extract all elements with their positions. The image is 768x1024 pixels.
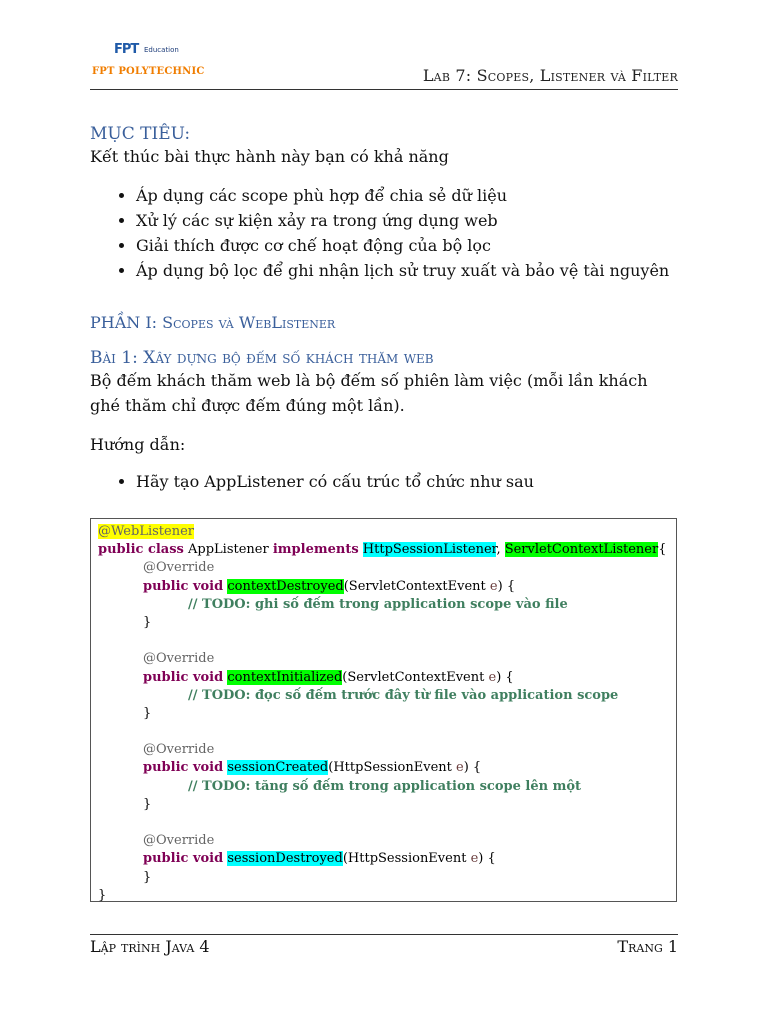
code-comment: // TODO: tăng số đếm trong application scope lên một (188, 778, 582, 794)
code-keyword: public void (143, 851, 224, 867)
code-interface: ServletContextListener (504, 542, 659, 558)
code-comment: // TODO: ghi số đếm trong application scope vào file (188, 596, 568, 612)
logo-mark: FPT (114, 42, 139, 57)
code-keyword: public class (98, 542, 184, 558)
code-param: e (489, 578, 498, 594)
code-class-name: AppListener (188, 542, 269, 558)
list-item: • Xử lý các sự kiện xảy ra trong ứng dụng web (136, 208, 680, 233)
code-param: e (470, 851, 479, 867)
code-comment: // TODO: đọc số đếm trước đây từ file vào application scope (188, 687, 619, 703)
logo-education-text: Education (144, 46, 179, 54)
code-method: contextDestroyed (227, 578, 344, 594)
list-item: • Áp dụng các scope phù hợp để chia sẻ dữ liệu (136, 183, 680, 208)
logo-polytechnic-text: FPT POLYTECHNIC (92, 66, 205, 77)
objectives-list (90, 183, 680, 283)
code-annotation: @Override (143, 560, 215, 576)
code-keyword: public void (143, 578, 224, 594)
code-keyword: public void (143, 669, 224, 685)
header-divider (90, 89, 678, 90)
code-param-type: HttpSessionEvent (333, 760, 452, 776)
objectives-intro: Kết thúc bài thực hành này bạn có khả năng (90, 147, 449, 166)
footer-course: Lập trình Java 4 (90, 937, 210, 956)
list-item: • Giải thích được cơ chế hoạt động của bộ lọc (136, 233, 680, 258)
code-param: e (456, 760, 464, 776)
code-param: e (488, 669, 497, 685)
objectives-heading: MỤC TIÊU: (90, 124, 191, 144)
code-annotation: @WebListener (98, 524, 194, 539)
footer-divider (90, 934, 678, 935)
guide-list (90, 469, 680, 494)
fpt-logo (86, 40, 206, 80)
code-annotation: @Override (143, 833, 215, 849)
main-content (90, 124, 680, 494)
code-param-type: ServletContextEvent (348, 578, 486, 594)
exercise-description: Bộ đếm khách thăm web là bộ đếm số phiên làm việc (mỗi lần khách ghé thăm chỉ được đếm đúng một lần). (90, 371, 648, 415)
code-method: sessionCreated (227, 760, 329, 776)
header-title: Lab 7: Scopes, Listener và Filter (422, 66, 678, 85)
code-interface: HttpSessionListener (362, 542, 497, 558)
part-title: PHẦN I: Scopes và WebListener (90, 313, 336, 332)
list-item: • Áp dụng bộ lọc để ghi nhận lịch sử truy xuất và bảo vệ tài nguyên (136, 258, 680, 283)
code-method: sessionDestroyed (227, 851, 343, 867)
code-annotation: @Override (143, 742, 215, 758)
footer-page-number: Trang 1 (617, 937, 678, 956)
code-keyword: public void (143, 760, 224, 776)
list-item: • Hãy tạo AppListener có cấu trúc tổ chức như sau (136, 469, 680, 494)
code-keyword: implements (272, 542, 359, 558)
code-annotation: @Override (143, 651, 215, 667)
guide-label: Hướng dẫn: (90, 435, 186, 454)
exercise-title: Bài 1: Xây dựng bộ đếm số khách thăm web (90, 348, 434, 368)
code-param-type: ServletContextEvent (347, 669, 485, 685)
code-block: @WebListener public class AppListener implements HttpSessionListener, ServletContextListener{ @Override public void contextDestroyed(ServletContextEvent e) { // TODO: ghi số đếm trong application scope vào file } @Override public void contextInitialized(ServletContextEvent e) { // TODO: đọc số đếm trước đây từ file vào application scope } @Override public void sessionCreated(HttpSessionEvent e) { // TODO: tăng số đếm trong application scope lên một } @Override public void sessionDestroyed(HttpSessionEvent e) { } } (90, 518, 677, 902)
code-method: contextInitialized (227, 669, 343, 685)
code-param-type: HttpSessionEvent (347, 851, 467, 867)
